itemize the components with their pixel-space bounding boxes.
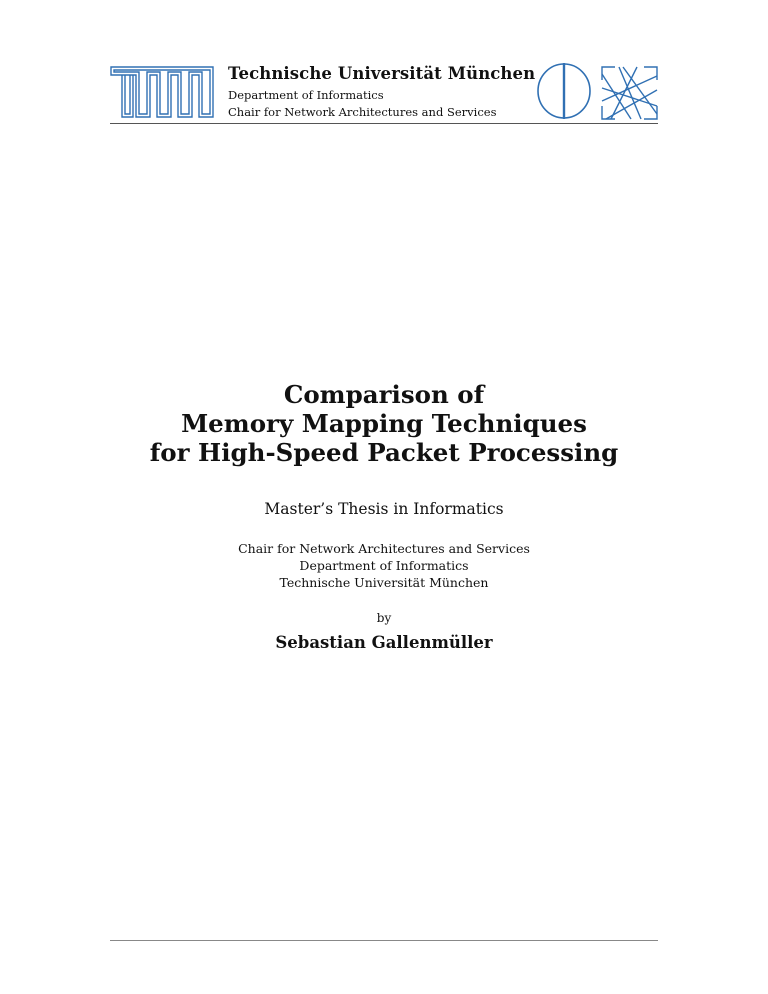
thesis-type: Master’s Thesis in Informatics [264, 500, 504, 518]
university-name: Technische Universität München [228, 64, 536, 83]
informatics-logo [535, 62, 593, 120]
author-name: Sebastian Gallenmüller [275, 633, 493, 652]
title-line: Comparison of [283, 380, 485, 409]
title-line: Memory Mapping Techniques [181, 409, 587, 438]
title-line: for High-Speed Packet Processing [149, 438, 619, 467]
network-chair-logo [601, 66, 658, 120]
thesis-title [0, 380, 768, 467]
by-label: by [376, 611, 392, 625]
header-text [228, 64, 535, 121]
affiliation-line: Chair for Network Architectures and Services [238, 541, 530, 556]
department-name: Department of Informatics [228, 88, 384, 102]
affiliation-line: Department of Informatics [299, 558, 469, 573]
header-divider [110, 123, 658, 124]
footer-divider [110, 940, 658, 941]
affiliation-line: Technische Universität München [279, 575, 489, 590]
chair-name: Chair for Network Architectures and Services [228, 105, 497, 119]
affiliation [0, 540, 768, 591]
header [110, 60, 658, 124]
tum-logo [110, 66, 214, 118]
